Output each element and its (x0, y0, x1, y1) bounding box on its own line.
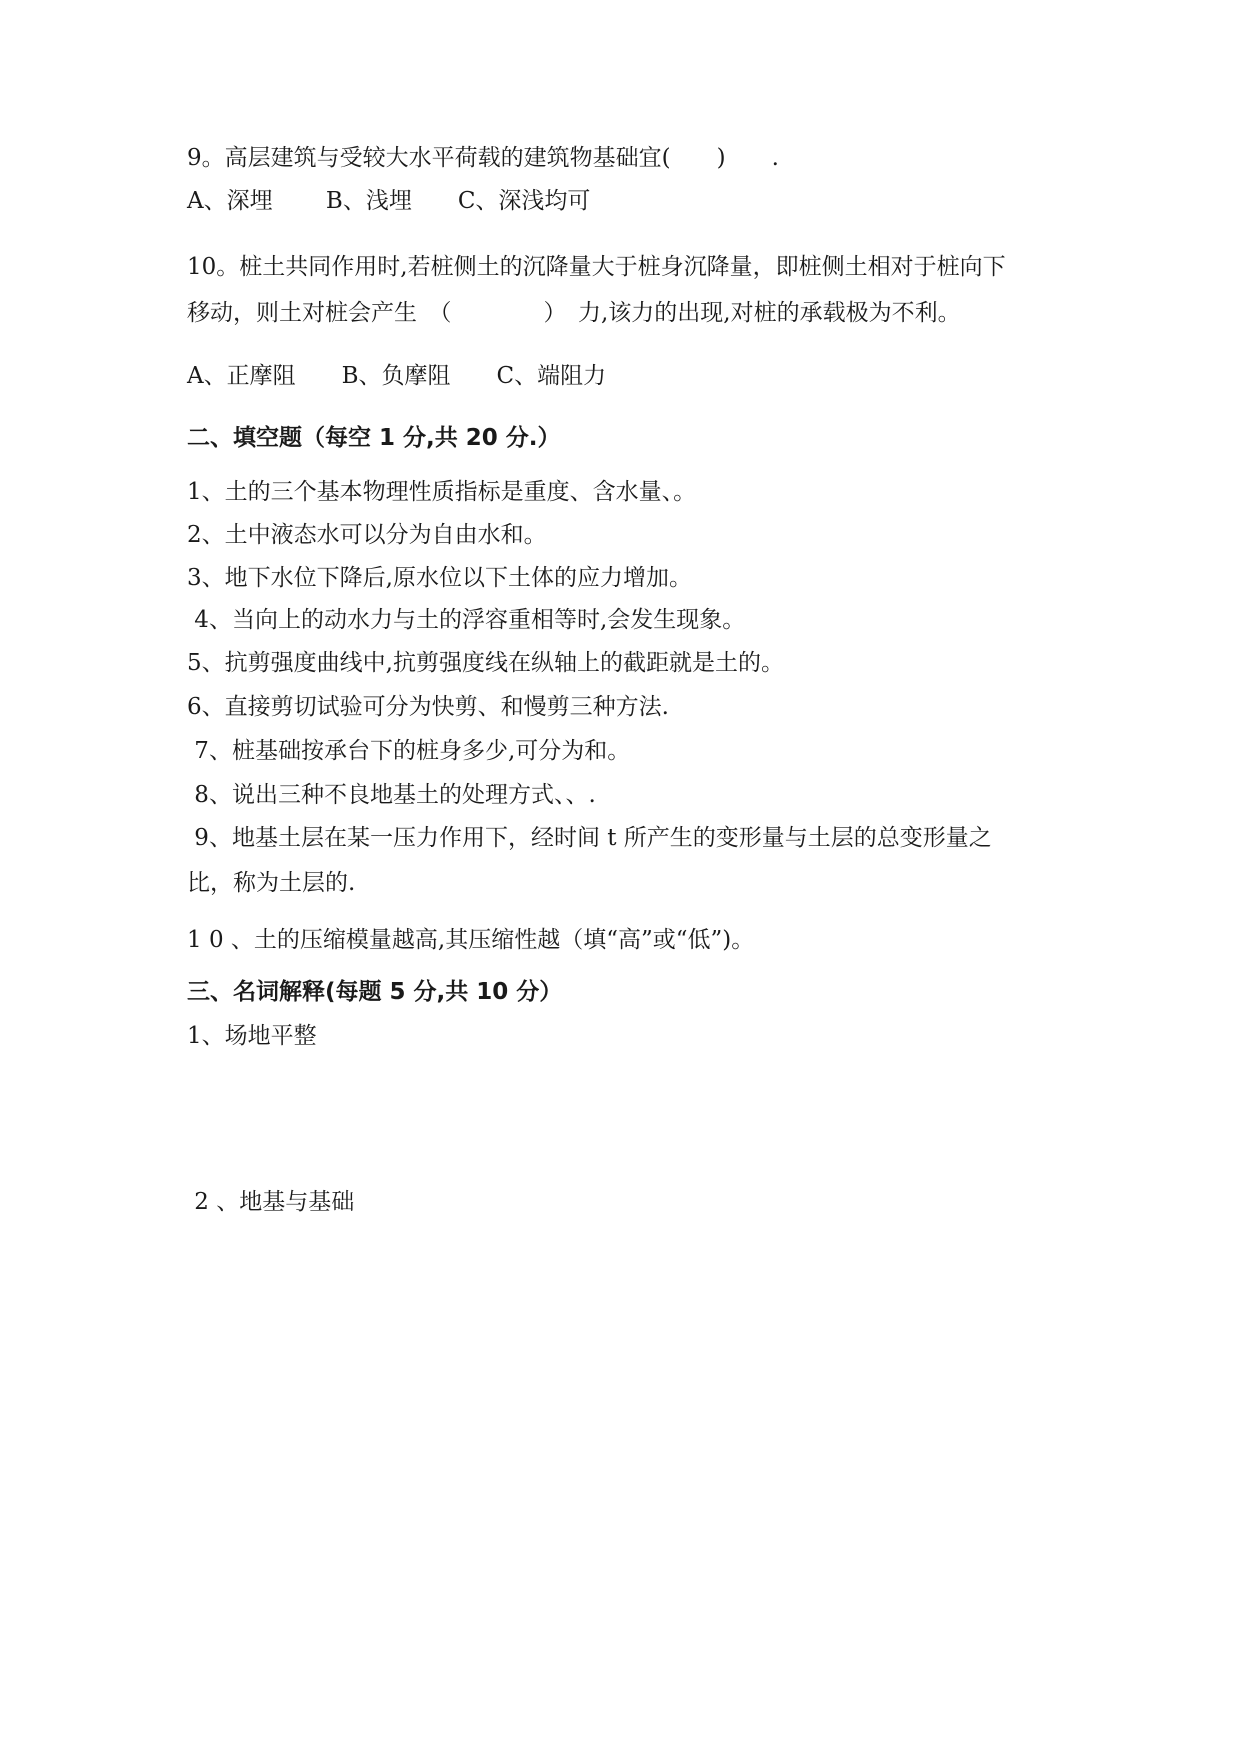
question-9-options: A、深埋 B、浅埋 C、深浅均可 (187, 188, 591, 214)
question-10-stem-line2: 移动，则土对桩会产生 （ ） 力,该力的出现,对桩的承载极为不利。 (187, 300, 961, 326)
question-9-stem: 9。高层建筑与受较大水平荷载的建筑物基础宜( ) . (187, 145, 779, 171)
fill-blank-item-6: 6、直接剪切试验可分为快剪、和慢剪三种方法. (187, 694, 669, 720)
term-item-2: 2 、地基与基础 (187, 1189, 355, 1215)
question-10-stem-line1: 10。桩土共同作用时,若桩侧土的沉降量大于桩身沉降量，即桩侧土相对于桩向下 (187, 254, 1006, 280)
term-item-1: 1、场地平整 (187, 1023, 317, 1049)
fill-blank-item-4: 4、当向上的动水力与土的浮容重相等时,会发生现象。 (187, 607, 746, 633)
question-10-options: A、正摩阻 B、负摩阻 C、端阻力 (187, 363, 607, 389)
fill-blank-item-7: 7、桩基础按承台下的桩身多少,可分为和。 (187, 738, 631, 764)
section-2-heading: 二、填空题（每空 1 分,共 20 分.） (187, 425, 561, 451)
fill-blank-item-9-line2: 比，称为土层的. (187, 870, 356, 896)
fill-blank-item-8: 8、说出三种不良地基土的处理方式、、. (187, 782, 596, 808)
section-3-heading: 三、名词解释(每题 5 分,共 10 分） (187, 979, 563, 1005)
fill-blank-item-5: 5、抗剪强度曲线中,抗剪强度线在纵轴上的截距就是土的。 (187, 650, 784, 676)
fill-blank-item-10: 1 0 、土的压缩模量越高,其压缩性越（填“高”或“低”)。 (187, 927, 755, 953)
fill-blank-item-9-line1: 9、地基土层在某一压力作用下，经时间 t 所产生的变形量与土层的总变形量之 (187, 825, 992, 851)
fill-blank-item-2: 2、土中液态水可以分为自由水和。 (187, 522, 547, 548)
fill-blank-item-3: 3、地下水位下降后,原水位以下土体的应力增加。 (187, 565, 692, 591)
fill-blank-item-1: 1、土的三个基本物理性质指标是重度、含水量、。 (187, 479, 697, 505)
